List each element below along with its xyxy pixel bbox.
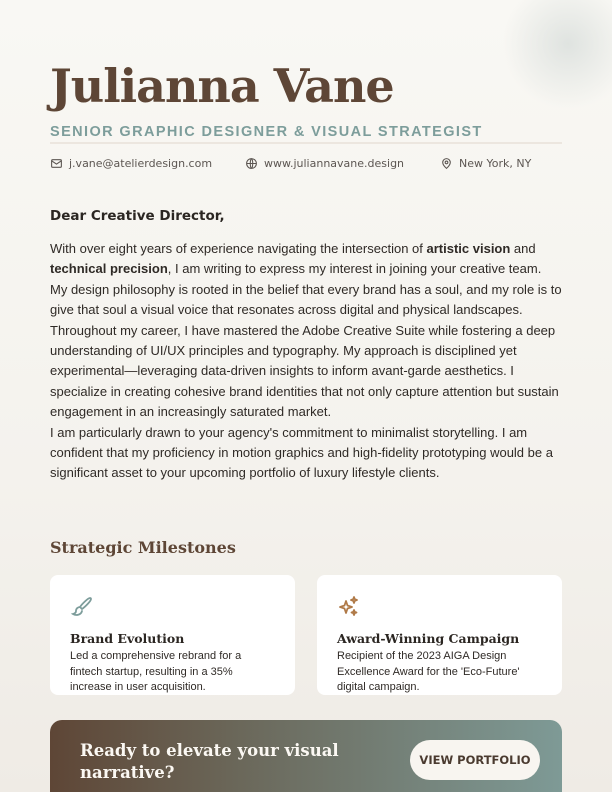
- text: , I am writing to express my interest in joining your creative team. My design philosophy is rooted in the belief that every brand has a soul, and my role is to give that soul a visual voice that resonates across digital and physical landscapes.: [50, 261, 562, 318]
- paragraph-3: I am particularly drawn to your agency's commitment to minimalist storytelling. I am confident that my proficiency in motion graphics and high-fidelity prototyping would be a significant asset to your upcoming portfolio of luxury lifestyle clients.: [50, 424, 553, 481]
- milestone-card: [50, 575, 295, 695]
- text: With over eight years of experience navigating the intersection of: [50, 241, 427, 256]
- mail-icon: [50, 157, 63, 170]
- text: and: [510, 241, 536, 256]
- milestone-title: Award-Winning Campaign: [337, 631, 520, 646]
- sparkles-icon: [337, 595, 361, 619]
- view-portfolio-button[interactable]: VIEW PORTFOLIO: [410, 740, 540, 780]
- email-text: j.vane@atelierdesign.com: [69, 157, 213, 170]
- paintbrush-icon: [70, 595, 94, 619]
- location-pin-icon: [440, 157, 453, 170]
- milestone-text: Recipient of the 2023 AIGA Design Excellence Award for the 'Eco-Future' digital campaign.: [337, 650, 520, 693]
- milestone-text: Led a comprehensive rebrand for a fintech startup, resulting in a 35% increase in user acquisition.: [70, 650, 242, 693]
- cta-banner: [50, 720, 562, 792]
- milestone-title: Brand Evolution: [70, 631, 185, 646]
- paragraph-1: [50, 239, 562, 321]
- contact-location: [440, 157, 531, 170]
- contact-website[interactable]: [245, 157, 440, 170]
- paragraph-2: Throughout my career, I have mastered the Adobe Creative Suite while fostering a deep understanding of UI/UX principles and typography. My approach is disciplined yet experimental—leveraging data-driven insights to inform avant-garde aesthetics. I specialize in creating cohesive brand identities that not only capture attention but sustain engagement in an increasingly saturated market.: [50, 322, 559, 420]
- website-text: www.juliannavane.design: [264, 157, 405, 170]
- globe-icon: [245, 157, 258, 170]
- contact-info: [50, 157, 531, 170]
- job-title: SENIOR GRAPHIC DESIGNER & VISUAL STRATEGIST: [50, 124, 562, 144]
- bold-text: technical precision: [50, 261, 168, 277]
- greeting: Dear Creative Director,: [50, 208, 225, 224]
- letter-body: [50, 239, 562, 484]
- location-text: New York, NY: [459, 157, 532, 170]
- applicant-name: Julianna Vane: [50, 59, 394, 113]
- milestone-card: [317, 575, 562, 695]
- bold-text: artistic vision: [426, 241, 511, 256]
- decorative-glow: [502, 0, 612, 110]
- cta-text: Ready to elevate your visual narrative?: [80, 741, 339, 782]
- milestones-heading: Strategic Milestones: [50, 538, 236, 557]
- contact-email[interactable]: [50, 157, 245, 170]
